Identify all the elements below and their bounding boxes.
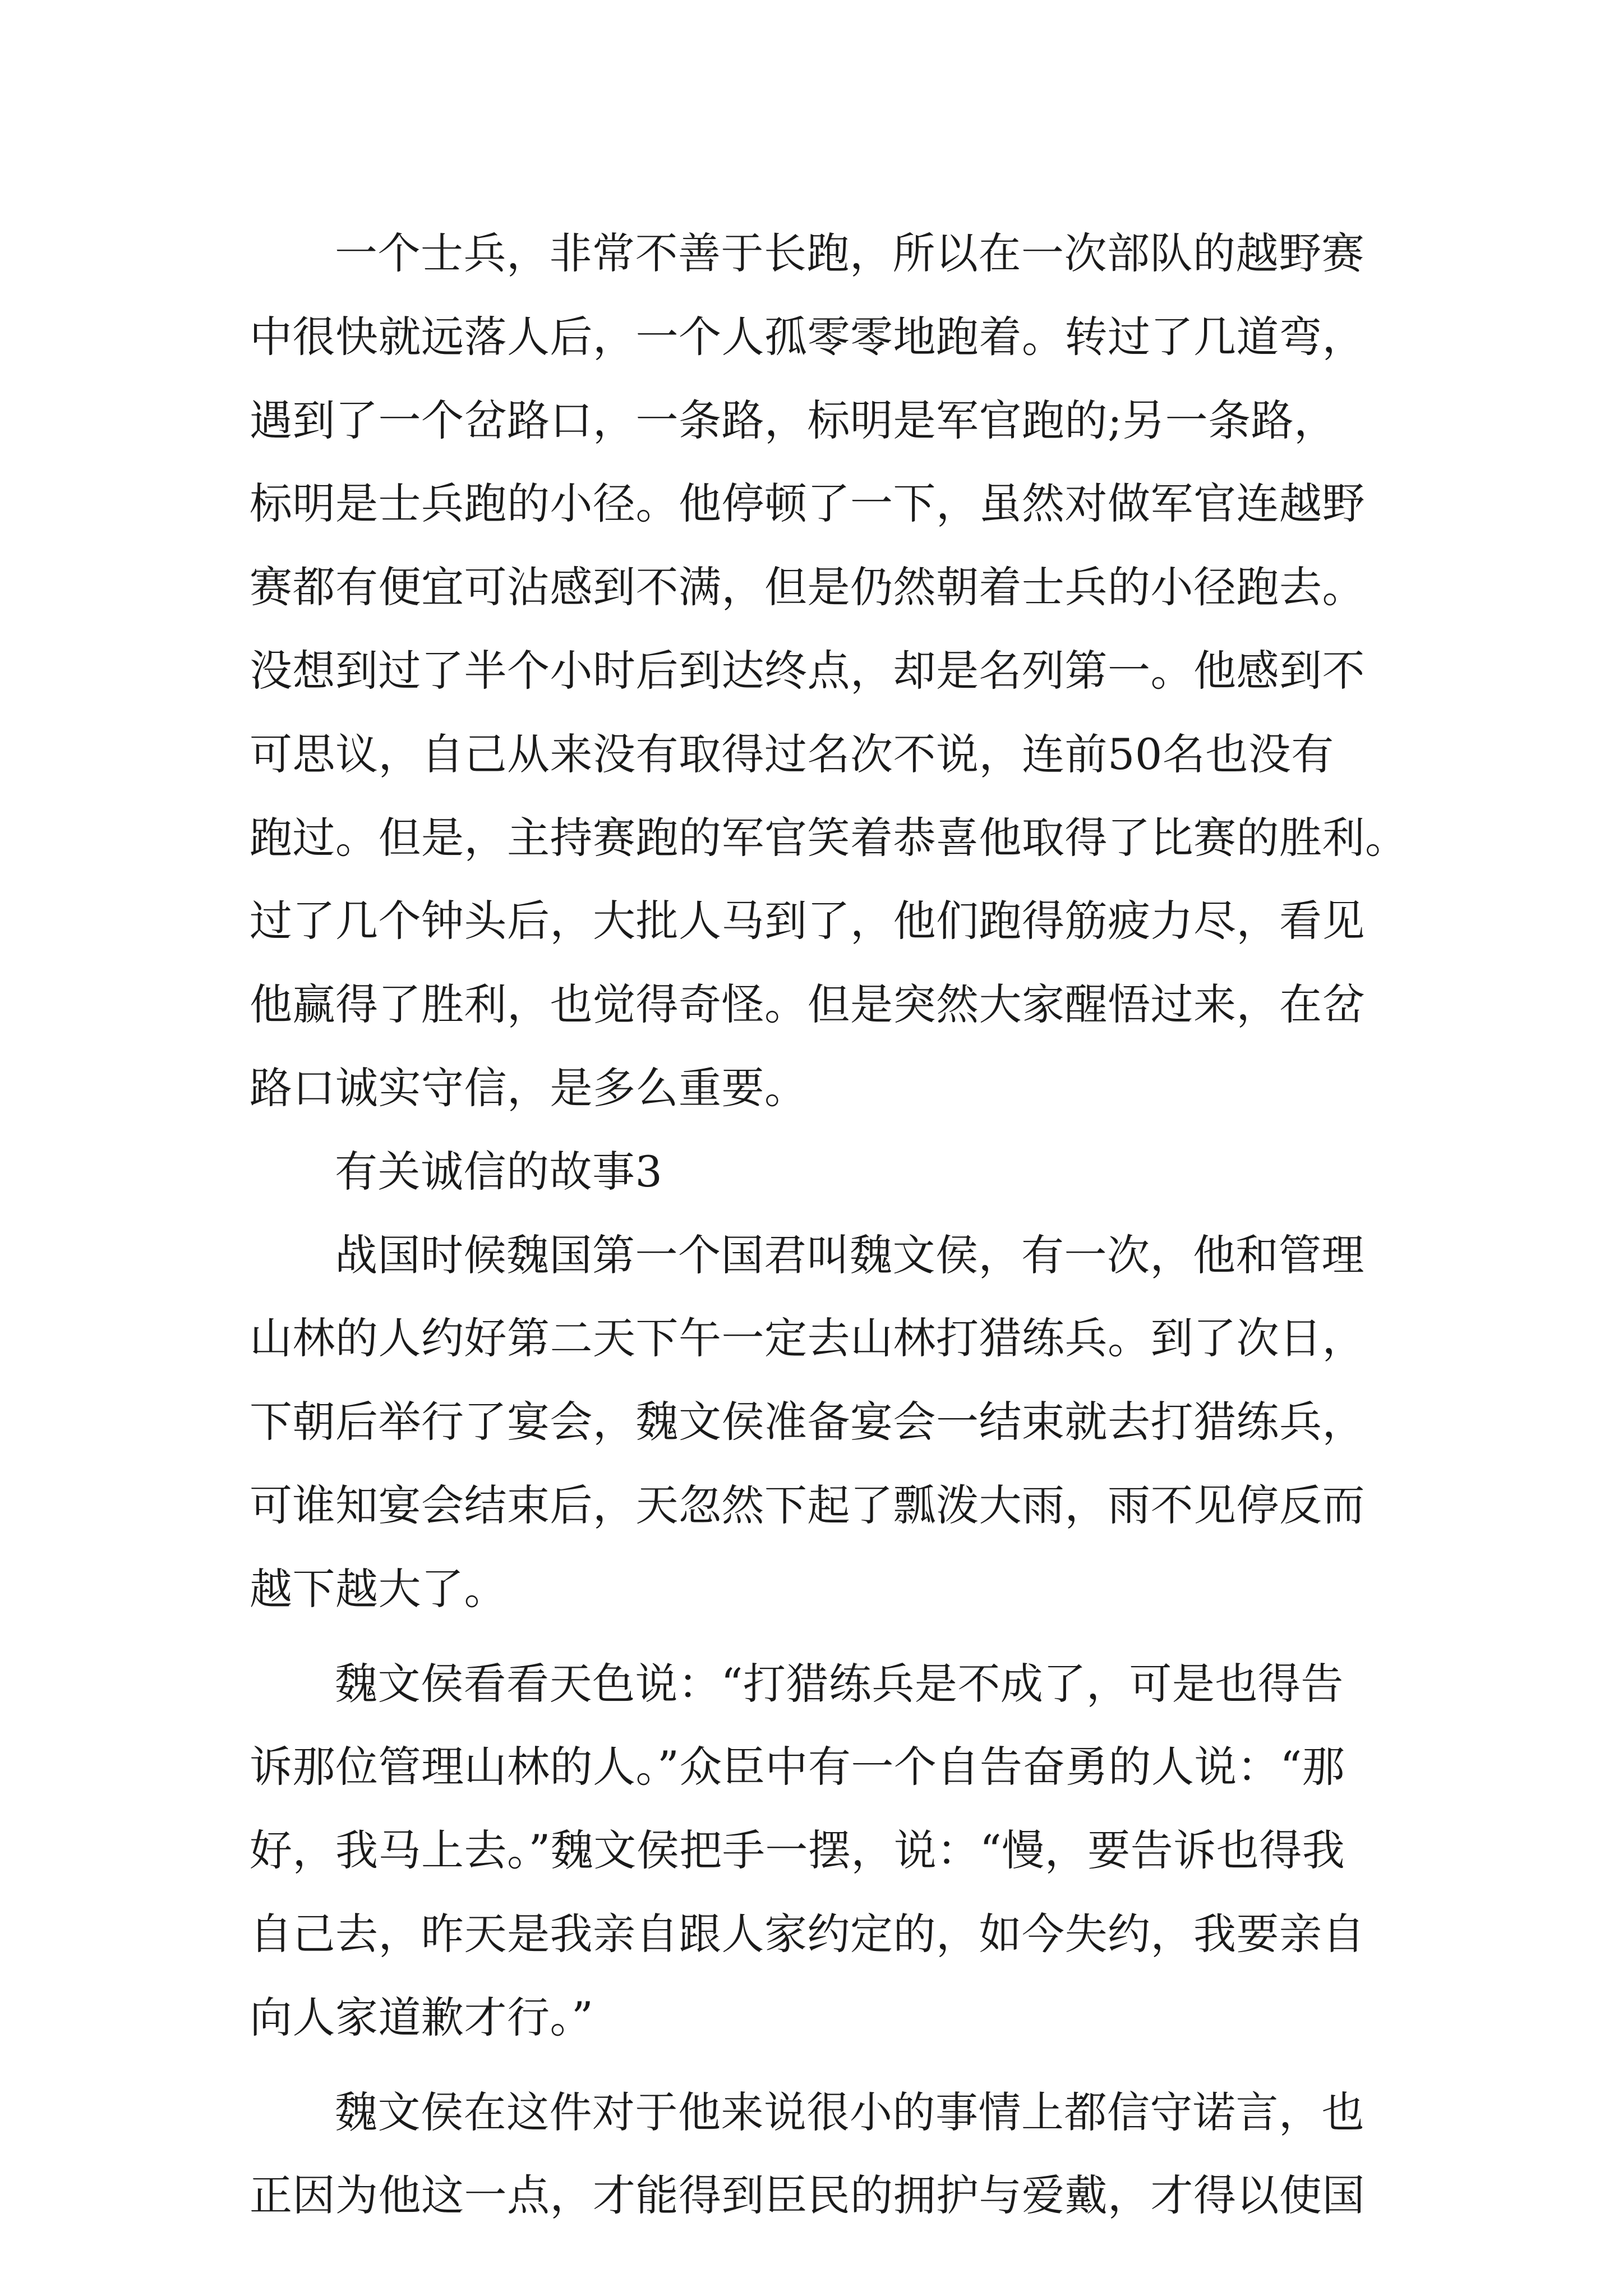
text-line: 中很快就远落人后，一个人孤零零地跑着。转过了几道弯，: [250, 311, 1365, 362]
text-line: 魏文侯看看天色说：“打猎练兵是不成了，可是也得告: [335, 1658, 1344, 1709]
text-line: 遇到了一个岔路口，一条路，标明是军官跑的;另一条路，: [250, 395, 1337, 445]
text-line: 魏文侯在这件对于他来说很小的事情上都信守诺言，也: [335, 2087, 1364, 2137]
text-line: 一个士兵，非常不善于长跑，所以在一次部队的越野赛: [335, 228, 1364, 278]
text-line: 下朝后举行了宴会，魏文侯准备宴会一结束就去打猎练兵，: [250, 1397, 1365, 1447]
text-line: 没想到过了半个小时后到达终点，却是名列第一。他感到不: [250, 645, 1365, 696]
paragraph-story3-3: [250, 2071, 1388, 2238]
text-line: 标明是士兵跑的小径。他停顿了一下，虽然对做军官连越野: [250, 478, 1365, 529]
text-line: 越下越大了。: [250, 1563, 507, 1614]
text-line: 正因为他这一点，才能得到臣民的拥护与爱戴，才得以使国: [250, 2170, 1365, 2221]
document-body: [250, 212, 1408, 2238]
text-line: 战国时候魏国第一个国君叫魏文侯，有一次，他和管理: [335, 1230, 1364, 1280]
text-line: 自己去，昨天是我亲自跟人家约定的，如今失约，我要亲自: [250, 1908, 1365, 1959]
paragraph-story3-2: [250, 1642, 1388, 2060]
text-line: 可谁知宴会结束后，天忽然下起了瓢泼大雨，雨不见停反而: [250, 1480, 1365, 1530]
paragraph-story2: [250, 212, 1408, 1130]
paragraph-story3-1: [250, 1214, 1388, 1631]
text-line: 赛都有便宜可沾感到不满，但是仍然朝着士兵的小径跑去。: [250, 562, 1365, 613]
text-line: 跑过。但是，主持赛跑的军官笑着恭喜他取得了比赛的胜利。: [250, 812, 1408, 863]
text-line: 诉那位管理山林的人。”众臣中有一个自告奋勇的人说：“那: [250, 1742, 1345, 1792]
paragraph-gap: [250, 1631, 1388, 1642]
text-line: 向人家道歉才行。”: [250, 1992, 594, 2042]
text-line: 他赢得了胜利，也觉得奇怪。但是突然大家醒悟过来，在岔: [250, 979, 1365, 1030]
text-line: 山林的人约好第二天下午一定去山林打猎练兵。到了次日，: [250, 1313, 1365, 1364]
text-line: 可思议，自己从来没有取得过名次不说，连前50名也没有: [250, 729, 1334, 779]
section-heading: 有关诚信的故事3: [335, 1146, 663, 1197]
paragraph-gap: [250, 2060, 1388, 2071]
text-line: 过了几个钟头后，大批人马到了，他们跑得筋疲力尽，看见: [250, 896, 1365, 946]
text-line: 好，我马上去。”魏文侯把手一摆，说：“慢，要告诉也得我: [250, 1825, 1345, 1876]
text-line: 路口诚实守信，是多么重要。: [250, 1062, 808, 1113]
